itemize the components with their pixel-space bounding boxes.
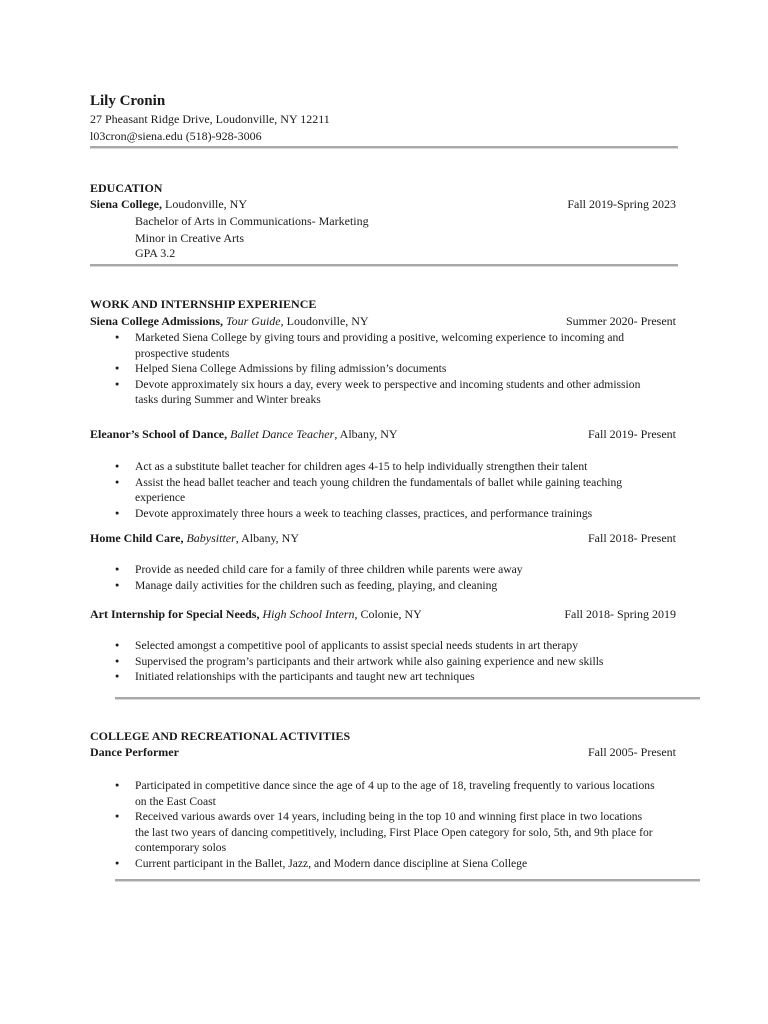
school-name: Siena College,: [90, 197, 162, 211]
job-bullets: [112, 330, 657, 408]
job-role: High School Intern: [262, 607, 355, 621]
divider: [90, 264, 678, 267]
divider: [90, 146, 678, 149]
list-item: ● Provide as needed child care for a family of three children while parents were away: [112, 562, 657, 578]
gpa: GPA 3.2: [135, 246, 176, 260]
education-school-line: [90, 197, 247, 212]
job-bullets: [112, 638, 657, 685]
list-item: ● Assist the head ballet teacher and teach young children the fundamentals of ballet while gaining teaching experience: [112, 475, 657, 506]
job-org: Siena College Admissions,: [90, 314, 224, 328]
activity-bullets: [112, 778, 657, 872]
list-item: ● Helped Siena College Admissions by filing admission’s documents: [112, 361, 657, 377]
job-org: Art Internship for Special Needs,: [90, 607, 260, 621]
job-dates: Summer 2020- Present: [566, 314, 676, 328]
job-location: , Loudonville, NY: [280, 314, 369, 328]
list-item: ● Participated in competitive dance since the age of 4 up to the age of 18, traveling frequently to various locations on the East Coast: [112, 778, 657, 809]
list-item: ● Supervised the program’s participants and their artwork while also gaining experience and new skills: [112, 654, 657, 670]
activity-dates: Fall 2005- Present: [588, 745, 676, 759]
contact-info: l03cron@siena.edu (518)-928-3006: [90, 129, 262, 143]
job-title-line: [90, 607, 422, 622]
job-location: , Albany, NY: [235, 531, 299, 545]
list-item: ● Received various awards over 14 years, including being in the top 10 and winning first place in two locations the last two years of dancing competitively, including, First Place Open category for solo, 5th, and 9th place for contemporary solos: [112, 809, 657, 856]
job-bullets: [112, 562, 657, 593]
degree: Bachelor of Arts in Communications- Marketing: [135, 214, 369, 228]
job-role: Tour Guide: [226, 314, 281, 328]
candidate-name: Lily Cronin: [90, 93, 166, 109]
job-location: , Colonie, NY: [354, 607, 422, 621]
job-title-line: [90, 531, 299, 546]
job-org: Eleanor’s School of Dance,: [90, 427, 228, 441]
job-bullets: [112, 459, 657, 521]
list-item: ● Initiated relationships with the participants and taught new art techniques: [112, 669, 657, 685]
minor: Minor in Creative Arts: [135, 231, 244, 245]
list-item: ● Manage daily activities for the children such as feeding, playing, and cleaning: [112, 578, 657, 594]
school-location: Loudonville, NY: [162, 197, 247, 211]
job-title-line: [90, 314, 369, 329]
education-heading: EDUCATION: [90, 181, 163, 195]
divider: [115, 697, 700, 700]
job-title-line: [90, 427, 398, 442]
job-dates: Fall 2018- Present: [588, 531, 676, 545]
list-item: ● Current participant in the Ballet, Jazz, and Modern dance discipline at Siena College: [112, 856, 657, 872]
work-heading: WORK AND INTERNSHIP EXPERIENCE: [90, 297, 317, 311]
job-role: Babysitter: [186, 531, 236, 545]
address: 27 Pheasant Ridge Drive, Loudonville, NY 12211: [90, 112, 330, 126]
activities-heading: COLLEGE AND RECREATIONAL ACTIVITIES: [90, 729, 351, 743]
list-item: ● Devote approximately six hours a day, every week to perspective and incoming students and other admission tasks during Summer and Winter breaks: [112, 377, 657, 408]
activity-title: Dance Performer: [90, 745, 179, 759]
job-org: Home Child Care,: [90, 531, 184, 545]
list-item: ● Devote approximately three hours a week to teaching classes, practices, and performance trainings: [112, 506, 657, 522]
job-role: Ballet Dance Teacher: [230, 427, 335, 441]
list-item: ● Marketed Siena College by giving tours and providing a positive, welcoming experience to incoming and prospective students: [112, 330, 657, 361]
divider: [115, 879, 700, 882]
education-dates: Fall 2019-Spring 2023: [567, 197, 676, 211]
job-location: , Albany, NY: [334, 427, 398, 441]
list-item: ● Selected amongst a competitive pool of applicants to assist special needs students in art therapy: [112, 638, 657, 654]
job-dates: Fall 2018- Spring 2019: [564, 607, 676, 621]
job-dates: Fall 2019- Present: [588, 427, 676, 441]
list-item: ● Act as a substitute ballet teacher for children ages 4-15 to help individually strengthen their talent: [112, 459, 657, 475]
